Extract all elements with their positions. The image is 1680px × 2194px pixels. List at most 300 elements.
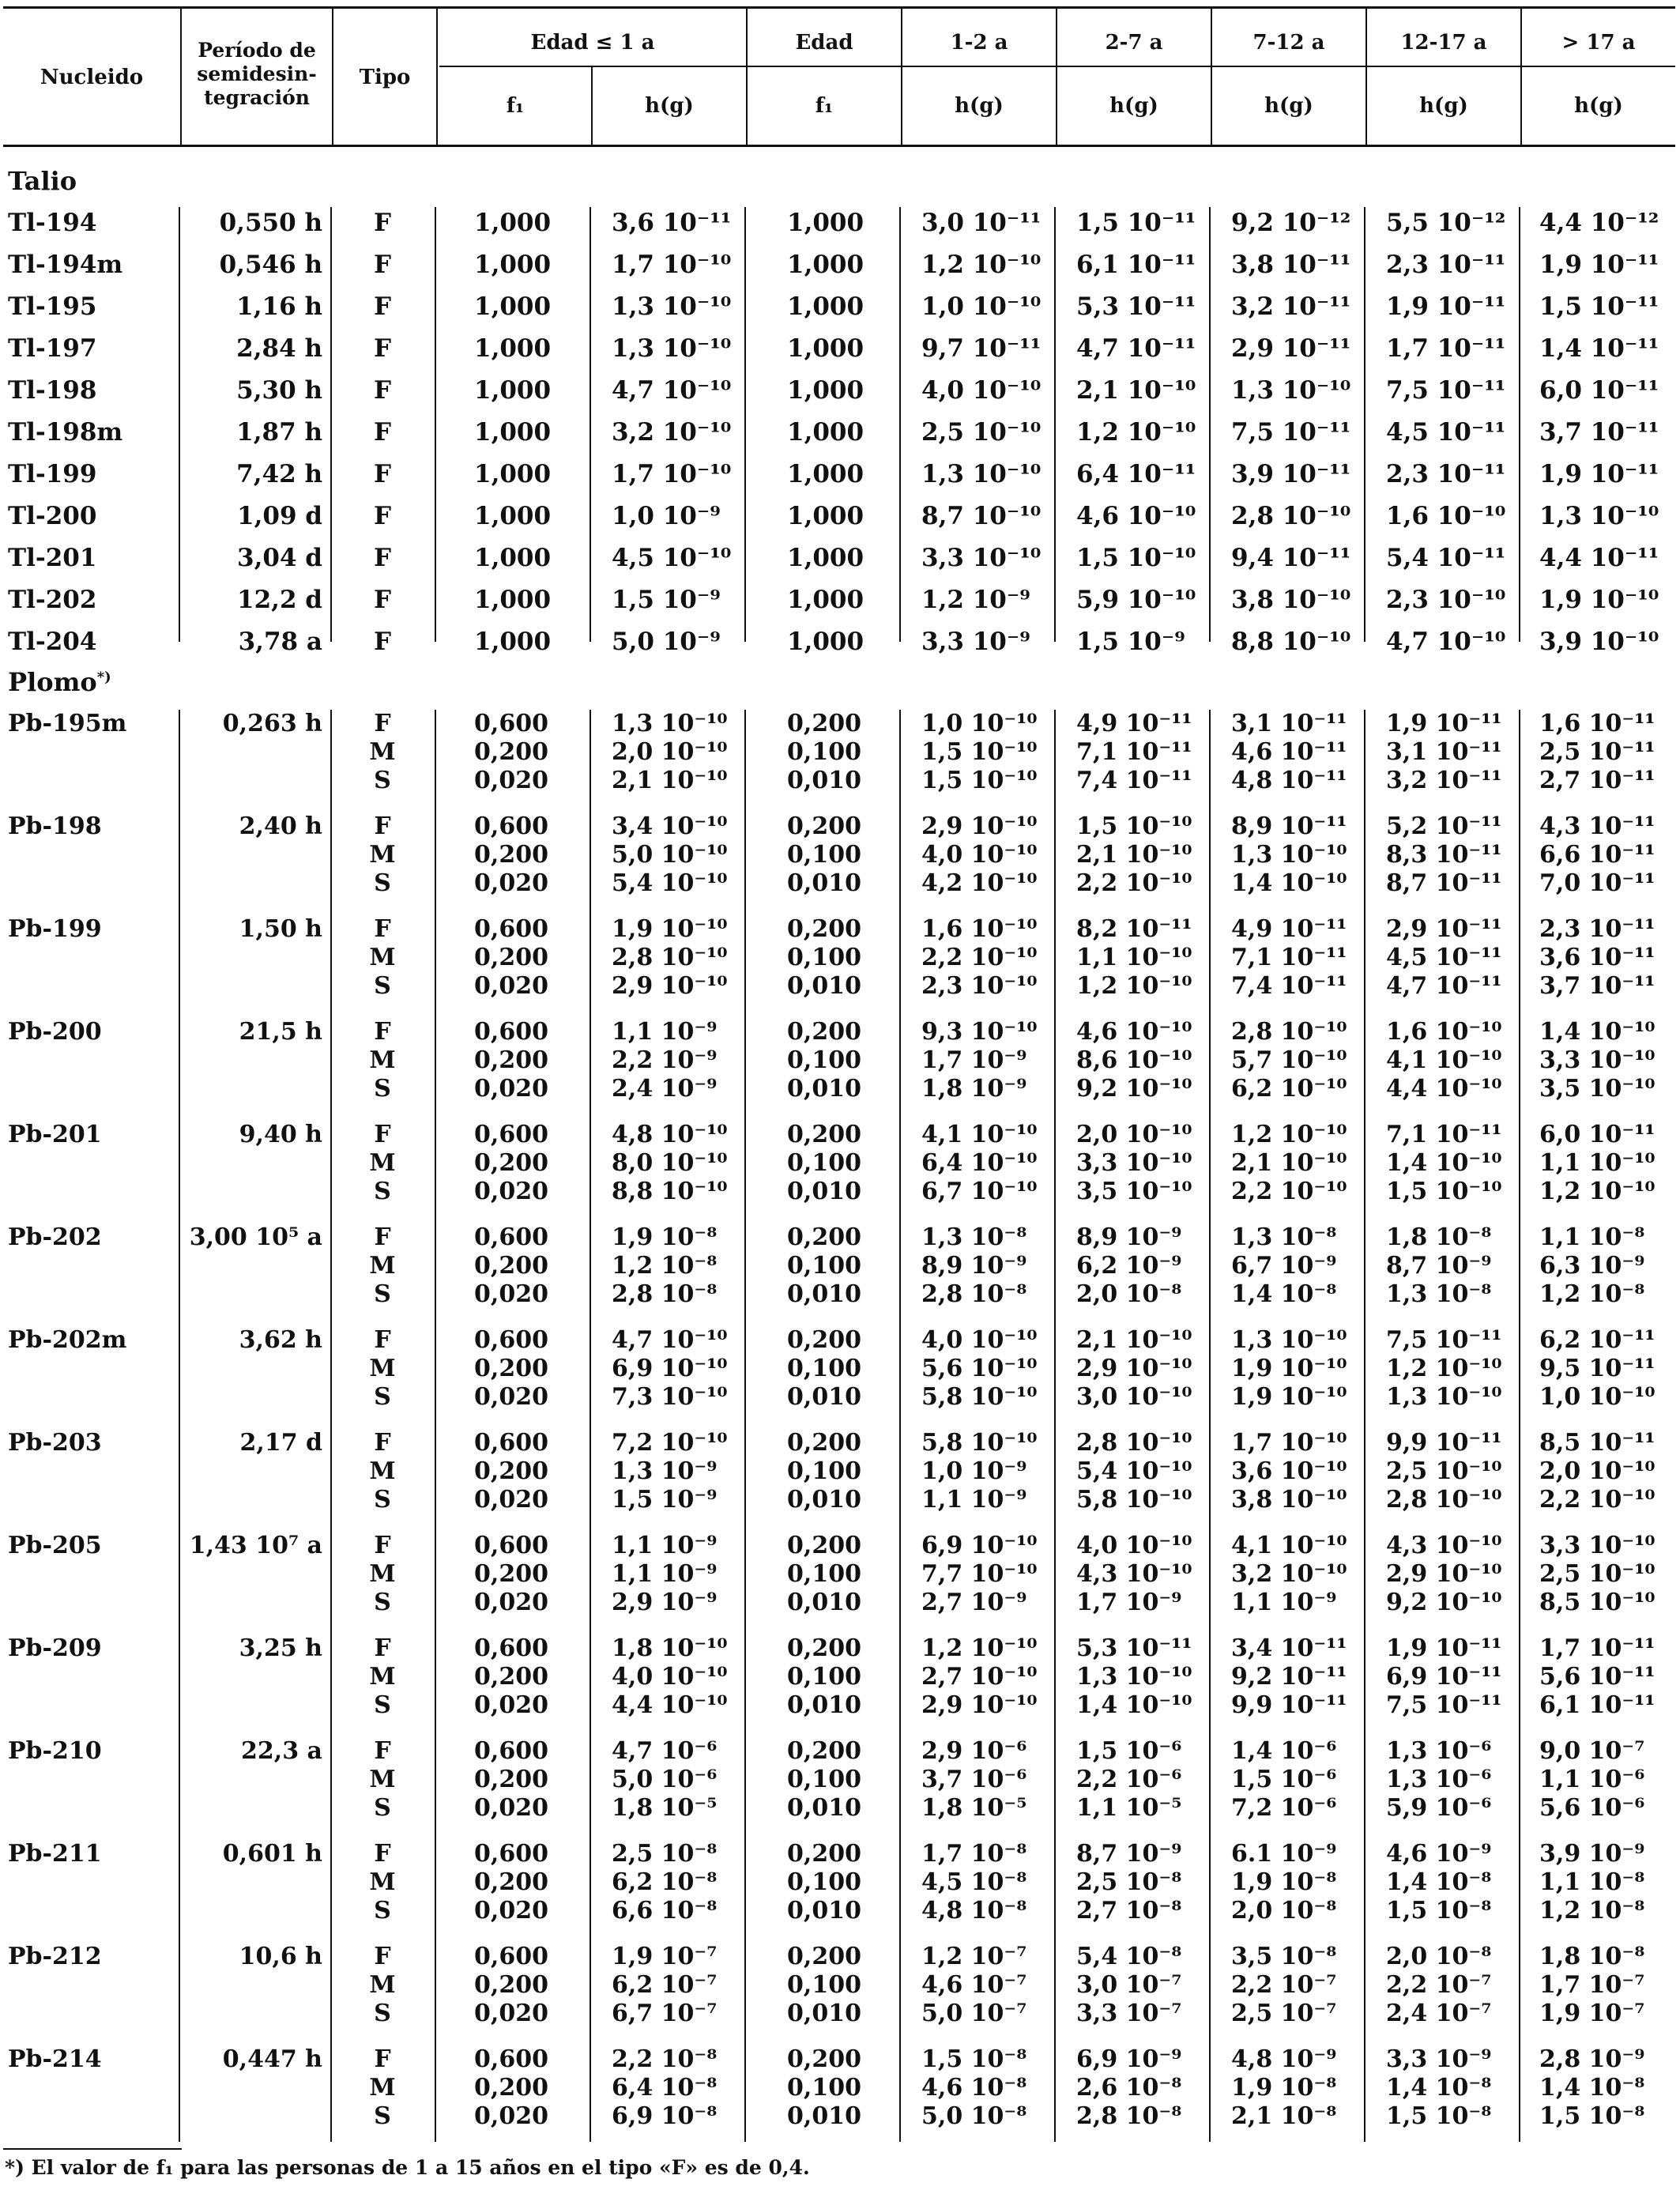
- cell-h1: 1,5 10⁻⁹: [612, 586, 721, 614]
- cell-e: 6,0 10⁻¹¹ 1,1 10⁻¹⁰ 1,2 10⁻¹⁰: [1539, 1121, 1656, 1205]
- cell-e: 1,8 10⁻⁸ 1,7 10⁻⁷ 1,9 10⁻⁷: [1539, 1943, 1645, 2027]
- table-row-group: [0, 1121, 1680, 1220]
- cell-b: 2,1 10⁻¹⁰: [1076, 376, 1196, 405]
- cell-f1: 0,600 0,200 0,020: [474, 1121, 548, 1205]
- cell-n: Pb-210: [8, 1737, 102, 1765]
- cell-ty: F: [373, 628, 391, 656]
- cell-f2: 1,000: [787, 292, 864, 321]
- header-nucleido: Nucleido: [40, 66, 144, 89]
- cell-e: 1,3 10⁻¹⁰: [1539, 502, 1659, 530]
- cell-d: 1,9 10⁻¹¹ 3,1 10⁻¹¹ 3,2 10⁻¹¹: [1386, 710, 1502, 794]
- cell-f2: 0,200 0,100 0,010: [787, 1943, 861, 2027]
- table-row-group: [0, 1943, 1680, 2042]
- cell-b: 4,6 10⁻¹⁰ 8,6 10⁻¹⁰ 9,2 10⁻¹⁰: [1076, 1018, 1192, 1103]
- table-row: [0, 291, 1680, 335]
- cell-c: 1,4 10⁻⁶ 1,5 10⁻⁶ 7,2 10⁻⁶: [1231, 1737, 1337, 1822]
- cell-ty: F: [373, 334, 391, 363]
- column-rule: [1364, 207, 1365, 642]
- cell-b: 5,4 10⁻⁸ 3,0 10⁻⁷ 3,3 10⁻⁷: [1076, 1943, 1182, 2027]
- cell-n: Tl-199: [8, 460, 97, 488]
- cell-n: Pb-203: [8, 1429, 102, 1457]
- cell-ty: F M S: [369, 1223, 396, 1308]
- header-hg: h(g): [1264, 94, 1313, 118]
- cell-e: 3,9 10⁻¹⁰: [1539, 628, 1659, 656]
- cell-b: 5,9 10⁻¹⁰: [1076, 586, 1196, 614]
- column-rule: [435, 207, 436, 642]
- cell-ty: F M S: [369, 915, 396, 1000]
- table-row-group: [0, 2045, 1680, 2145]
- cell-n: Tl-197: [8, 334, 97, 363]
- cell-c: 1,3 10⁻⁸ 6,7 10⁻⁹ 1,4 10⁻⁸: [1231, 1223, 1337, 1308]
- cell-n: Tl-194m: [8, 251, 123, 279]
- table-row-group: [0, 915, 1680, 1015]
- cell-f1: 1,000: [474, 460, 552, 488]
- cell-n: Pb-201: [8, 1121, 102, 1148]
- table-row: [0, 375, 1680, 419]
- cell-f1: 1,000: [474, 334, 552, 363]
- column-rule: [1519, 710, 1520, 2142]
- cell-h1: 4,7 10⁻¹⁰ 6,9 10⁻¹⁰ 7,3 10⁻¹⁰: [612, 1326, 728, 1411]
- cell-a: 1,2 10⁻⁷ 4,6 10⁻⁷ 5,0 10⁻⁷: [921, 1943, 1027, 2027]
- cell-d: 3,3 10⁻⁹ 1,4 10⁻⁸ 1,5 10⁻⁸: [1386, 2045, 1492, 2130]
- cell-f2: 0,200 0,100 0,010: [787, 1634, 861, 1719]
- cell-h1: 1,9 10⁻¹⁰ 2,8 10⁻¹⁰ 2,9 10⁻¹⁰: [612, 915, 728, 1000]
- cell-t: 3,04 d: [237, 544, 322, 572]
- cell-d: 1,7 10⁻¹¹: [1386, 334, 1506, 363]
- cell-n: Pb-205: [8, 1532, 102, 1559]
- cell-f2: 1,000: [787, 251, 864, 279]
- cell-a: 1,2 10⁻¹⁰: [921, 251, 1042, 279]
- column-rule: [179, 207, 180, 642]
- cell-n: Tl-194: [8, 209, 97, 237]
- cell-n: Pb-199: [8, 915, 102, 943]
- column-rule: [1054, 207, 1056, 642]
- cell-d: 7,1 10⁻¹¹ 1,4 10⁻¹⁰ 1,5 10⁻¹⁰: [1386, 1121, 1502, 1205]
- cell-ty: F: [373, 251, 391, 279]
- cell-ty: F: [373, 586, 391, 614]
- table-row-group: [0, 1326, 1680, 1426]
- header-age-12-17: 12-17 a: [1400, 31, 1487, 55]
- cell-e: 8,5 10⁻¹¹ 2,0 10⁻¹⁰ 2,2 10⁻¹⁰: [1539, 1429, 1656, 1514]
- cell-f1: 0,600 0,200 0,020: [474, 1223, 548, 1308]
- cell-ty: F: [373, 292, 391, 321]
- cell-n: Pb-209: [8, 1634, 102, 1662]
- cell-b: 8,9 10⁻⁹ 6,2 10⁻⁹ 2,0 10⁻⁸: [1076, 1223, 1182, 1308]
- cell-t: 0,546 h: [219, 251, 322, 279]
- cell-a: 1,2 10⁻⁹: [921, 586, 1030, 614]
- cell-b: 8,7 10⁻⁹ 2,5 10⁻⁸ 2,7 10⁻⁸: [1076, 1840, 1182, 1924]
- table-row: [0, 500, 1680, 545]
- cell-h1: 2,2 10⁻⁸ 6,4 10⁻⁸ 6,9 10⁻⁸: [612, 2045, 718, 2130]
- cell-c: 1,3 10⁻¹⁰ 1,9 10⁻¹⁰ 1,9 10⁻¹⁰: [1231, 1326, 1347, 1411]
- cell-ty: F M S: [369, 1532, 396, 1616]
- cell-d: 2,3 10⁻¹⁰: [1386, 586, 1506, 614]
- cell-f1: 1,000: [474, 544, 552, 572]
- cell-t: 1,87 h: [236, 418, 322, 447]
- table-row: [0, 417, 1680, 461]
- cell-f1: 1,000: [474, 586, 552, 614]
- cell-t: 0,263 h: [222, 710, 322, 737]
- cell-h1: 4,7 10⁻⁶ 5,0 10⁻⁶ 1,8 10⁻⁵: [612, 1737, 718, 1822]
- cell-f1: 0,600 0,200 0,020: [474, 1429, 548, 1514]
- column-rule: [330, 710, 332, 2142]
- header-f1: f₁: [506, 94, 525, 118]
- cell-ty: F M S: [369, 1634, 396, 1719]
- table-row-group: [0, 1840, 1680, 1940]
- cell-t: 7,42 h: [236, 460, 322, 488]
- cell-c: 4,9 10⁻¹¹ 7,1 10⁻¹¹ 7,4 10⁻¹¹: [1231, 915, 1347, 1000]
- cell-n: Tl-198: [8, 376, 97, 405]
- cell-b: 5,3 10⁻¹¹ 1,3 10⁻¹⁰ 1,4 10⁻¹⁰: [1076, 1634, 1192, 1719]
- cell-ty: F M S: [369, 1943, 396, 2027]
- cell-h1: 2,5 10⁻⁸ 6,2 10⁻⁸ 6,6 10⁻⁸: [612, 1840, 718, 1924]
- cell-n: Pb-202: [8, 1223, 102, 1251]
- cell-n: Pb-212: [8, 1943, 102, 1970]
- footnote: *) El valor de f₁ para las personas de 1 a 15 años en el tipo «F» es de 0,4.: [5, 2156, 810, 2179]
- cell-f2: 1,000: [787, 544, 864, 572]
- cell-h1: 3,6 10⁻¹¹: [612, 209, 732, 237]
- cell-h1: 1,3 10⁻¹⁰: [612, 334, 732, 363]
- cell-b: 1,2 10⁻¹⁰: [1076, 418, 1196, 447]
- cell-c: 1,7 10⁻¹⁰ 3,6 10⁻¹⁰ 3,8 10⁻¹⁰: [1231, 1429, 1347, 1514]
- cell-t: 3,78 a: [238, 628, 322, 656]
- cell-d: 2,0 10⁻⁸ 2,2 10⁻⁷ 2,4 10⁻⁷: [1386, 1943, 1492, 2027]
- cell-t: 3,62 h: [239, 1326, 322, 1354]
- cell-a: 9,3 10⁻¹⁰ 1,7 10⁻⁹ 1,8 10⁻⁹: [921, 1018, 1038, 1103]
- cell-t: 0,447 h: [222, 2045, 322, 2073]
- cell-ty: F: [373, 544, 391, 572]
- cell-f2: 0,200 0,100 0,010: [787, 812, 861, 897]
- cell-c: 2,8 10⁻¹⁰ 5,7 10⁻¹⁰ 6,2 10⁻¹⁰: [1231, 1018, 1347, 1103]
- cell-a: 3,0 10⁻¹¹: [921, 209, 1042, 237]
- cell-b: 4,0 10⁻¹⁰ 4,3 10⁻¹⁰ 1,7 10⁻⁹: [1076, 1532, 1192, 1616]
- cell-t: 1,09 d: [237, 502, 322, 530]
- cell-d: 4,7 10⁻¹⁰: [1386, 628, 1506, 656]
- cell-a: 1,6 10⁻¹⁰ 2,2 10⁻¹⁰ 2,3 10⁻¹⁰: [921, 915, 1038, 1000]
- header-age-gt-17: > 17 a: [1561, 31, 1636, 55]
- cell-c: 2,9 10⁻¹¹: [1231, 334, 1351, 363]
- cell-c: 6.1 10⁻⁹ 1,9 10⁻⁸ 2,0 10⁻⁸: [1231, 1840, 1337, 1924]
- cell-c: 3,5 10⁻⁸ 2,2 10⁻⁷ 2,5 10⁻⁷: [1231, 1943, 1337, 2027]
- column-rule: [590, 710, 591, 2142]
- cell-n: Tl-198m: [8, 418, 123, 447]
- column-rule: [435, 710, 436, 2142]
- cell-t: 2,84 h: [236, 334, 322, 363]
- cell-d: 1,6 10⁻¹⁰: [1386, 502, 1506, 530]
- cell-b: 5,3 10⁻¹¹: [1076, 292, 1196, 321]
- header-periodo: Período de semidesin- tegración: [197, 39, 317, 109]
- cell-n: Pb-195m: [8, 710, 127, 737]
- table-row: [0, 626, 1680, 670]
- column-rule: [1519, 207, 1520, 642]
- header-f1: f₁: [815, 94, 834, 118]
- header-hg: h(g): [645, 94, 694, 118]
- cell-c: 3,2 10⁻¹¹: [1231, 292, 1351, 321]
- cell-b: 6,4 10⁻¹¹: [1076, 460, 1196, 488]
- cell-h1: 3,4 10⁻¹⁰ 5,0 10⁻¹⁰ 5,4 10⁻¹⁰: [612, 812, 728, 897]
- cell-c: 4,1 10⁻¹⁰ 3,2 10⁻¹⁰ 1,1 10⁻⁹: [1231, 1532, 1347, 1616]
- cell-f2: 1,000: [787, 460, 864, 488]
- cell-n: Tl-200: [8, 502, 97, 530]
- cell-f1: 1,000: [474, 292, 552, 321]
- cell-h1: 1,8 10⁻¹⁰ 4,0 10⁻¹⁰ 4,4 10⁻¹⁰: [612, 1634, 728, 1719]
- cell-e: 3,7 10⁻¹¹: [1539, 418, 1659, 447]
- cell-f1: 1,000: [474, 251, 552, 279]
- cell-h1: 5,0 10⁻⁹: [612, 628, 721, 656]
- cell-f2: 0,200 0,100 0,010: [787, 1840, 861, 1924]
- cell-a: 1,0 10⁻¹⁰: [921, 292, 1042, 321]
- cell-d: 2,9 10⁻¹¹ 4,5 10⁻¹¹ 4,7 10⁻¹¹: [1386, 915, 1502, 1000]
- cell-f2: 0,200 0,100 0,010: [787, 1121, 861, 1205]
- cell-h1: 1,9 10⁻⁸ 1,2 10⁻⁸ 2,8 10⁻⁸: [612, 1223, 718, 1308]
- cell-e: 1,9 10⁻¹⁰: [1539, 586, 1659, 614]
- cell-d: 1,3 10⁻⁶ 1,3 10⁻⁶ 5,9 10⁻⁶: [1386, 1737, 1492, 1822]
- table-row: [0, 249, 1680, 293]
- cell-f2: 1,000: [787, 586, 864, 614]
- cell-h1: 1,3 10⁻¹⁰: [612, 292, 732, 321]
- cell-a: 1,3 10⁻⁸ 8,9 10⁻⁹ 2,8 10⁻⁸: [921, 1223, 1027, 1308]
- cell-e: 1,4 10⁻¹¹: [1539, 334, 1659, 363]
- header-hg: h(g): [1419, 94, 1468, 118]
- table-row-group: [0, 710, 1680, 809]
- cell-f1: 0,600 0,200 0,020: [474, 1737, 548, 1822]
- cell-f1: 0,600 0,200 0,020: [474, 1532, 548, 1616]
- cell-b: 4,9 10⁻¹¹ 7,1 10⁻¹¹ 7,4 10⁻¹¹: [1076, 710, 1192, 794]
- cell-f1: 1,000: [474, 502, 552, 530]
- column-rule: [899, 710, 901, 2142]
- cell-f2: 0,200 0,100 0,010: [787, 1223, 861, 1308]
- cell-f1: 0,600 0,200 0,020: [474, 1634, 548, 1719]
- cell-b: 4,7 10⁻¹¹: [1076, 334, 1196, 363]
- cell-e: 9,0 10⁻⁷ 1,1 10⁻⁶ 5,6 10⁻⁶: [1539, 1737, 1645, 1822]
- cell-d: 2,3 10⁻¹¹: [1386, 251, 1506, 279]
- table-row: [0, 584, 1680, 628]
- plomo-note-mark: *): [96, 669, 111, 686]
- column-rule: [1209, 207, 1211, 642]
- cell-f1: 0,600 0,200 0,020: [474, 1018, 548, 1103]
- cell-f2: 0,200 0,100 0,010: [787, 1018, 861, 1103]
- cell-ty: F: [373, 376, 391, 405]
- cell-b: 1,5 10⁻¹⁰: [1076, 544, 1196, 572]
- cell-f1: 0,600 0,200 0,020: [474, 710, 548, 794]
- cell-f2: 0,200 0,100 0,010: [787, 2045, 861, 2130]
- cell-t: 21,5 h: [239, 1018, 322, 1046]
- cell-d: 1,6 10⁻¹⁰ 4,1 10⁻¹⁰ 4,4 10⁻¹⁰: [1386, 1018, 1502, 1103]
- cell-b: 6,1 10⁻¹¹: [1076, 251, 1196, 279]
- cell-f1: 1,000: [474, 209, 552, 237]
- cell-f1: 0,600 0,200 0,020: [474, 1326, 548, 1411]
- cell-a: 4,1 10⁻¹⁰ 6,4 10⁻¹⁰ 6,7 10⁻¹⁰: [921, 1121, 1038, 1205]
- cell-e: 1,6 10⁻¹¹ 2,5 10⁻¹¹ 2,7 10⁻¹¹: [1539, 710, 1656, 794]
- cell-a: 4,0 10⁻¹⁰: [921, 376, 1042, 405]
- column-rule: [590, 207, 591, 642]
- cell-h1: 1,1 10⁻⁹ 2,2 10⁻⁹ 2,4 10⁻⁹: [612, 1018, 718, 1103]
- cell-ty: F M S: [369, 710, 396, 794]
- header-age-2-7: 2-7 a: [1105, 31, 1163, 55]
- cell-e: 3,3 10⁻¹⁰ 2,5 10⁻¹⁰ 8,5 10⁻¹⁰: [1539, 1532, 1656, 1616]
- cell-d: 4,3 10⁻¹⁰ 2,9 10⁻¹⁰ 9,2 10⁻¹⁰: [1386, 1532, 1502, 1616]
- cell-t: 5,30 h: [236, 376, 322, 405]
- cell-d: 4,6 10⁻⁹ 1,4 10⁻⁸ 1,5 10⁻⁸: [1386, 1840, 1492, 1924]
- cell-d: 1,9 10⁻¹¹ 6,9 10⁻¹¹ 7,5 10⁻¹¹: [1386, 1634, 1502, 1719]
- cell-d: 7,5 10⁻¹¹: [1386, 376, 1506, 405]
- cell-c: 3,1 10⁻¹¹ 4,6 10⁻¹¹ 4,8 10⁻¹¹: [1231, 710, 1347, 794]
- header-hg: h(g): [955, 94, 1004, 118]
- cell-f2: 1,000: [787, 628, 864, 656]
- cell-n: Pb-202m: [8, 1326, 127, 1354]
- column-rule: [1054, 710, 1056, 2142]
- cell-b: 2,1 10⁻¹⁰ 2,9 10⁻¹⁰ 3,0 10⁻¹⁰: [1076, 1326, 1192, 1411]
- cell-a: 1,3 10⁻¹⁰: [921, 460, 1042, 488]
- cell-e: 1,1 10⁻⁸ 6,3 10⁻⁹ 1,2 10⁻⁸: [1539, 1223, 1645, 1308]
- cell-b: 1,5 10⁻⁹: [1076, 628, 1185, 656]
- cell-d: 9,9 10⁻¹¹ 2,5 10⁻¹⁰ 2,8 10⁻¹⁰: [1386, 1429, 1502, 1514]
- cell-t: 1,43 10⁷ a: [189, 1532, 322, 1559]
- cell-f1: 0,600 0,200 0,020: [474, 812, 548, 897]
- cell-n: Pb-211: [8, 1840, 102, 1868]
- cell-d: 7,5 10⁻¹¹ 1,2 10⁻¹⁰ 1,3 10⁻¹⁰: [1386, 1326, 1502, 1411]
- cell-e: 2,8 10⁻⁹ 1,4 10⁻⁸ 1,5 10⁻⁸: [1539, 2045, 1645, 2130]
- cell-e: 4,4 10⁻¹²: [1539, 209, 1659, 237]
- header-hg: h(g): [1109, 94, 1158, 118]
- cell-ty: F M S: [369, 812, 396, 897]
- cell-e: 1,9 10⁻¹¹: [1539, 460, 1659, 488]
- cell-t: 2,17 d: [239, 1429, 322, 1457]
- cell-n: Tl-202: [8, 586, 97, 614]
- cell-f1: 0,600 0,200 0,020: [474, 1840, 548, 1924]
- plomo-title-text: Plomo: [8, 667, 97, 697]
- cell-d: 1,8 10⁻⁸ 8,7 10⁻⁹ 1,3 10⁻⁸: [1386, 1223, 1492, 1308]
- cell-e: 1,7 10⁻¹¹ 5,6 10⁻¹¹ 6,1 10⁻¹¹: [1539, 1634, 1656, 1719]
- cell-f2: 1,000: [787, 376, 864, 405]
- column-rule: [330, 207, 332, 642]
- cell-d: 1,9 10⁻¹¹: [1386, 292, 1506, 321]
- cell-c: 3,4 10⁻¹¹ 9,2 10⁻¹¹ 9,9 10⁻¹¹: [1231, 1634, 1347, 1719]
- table-row-group: [0, 812, 1680, 912]
- cell-e: 4,3 10⁻¹¹ 6,6 10⁻¹¹ 7,0 10⁻¹¹: [1539, 812, 1656, 897]
- cell-a: 9,7 10⁻¹¹: [921, 334, 1042, 363]
- cell-e: 1,5 10⁻¹¹: [1539, 292, 1659, 321]
- cell-h1: 1,7 10⁻¹⁰: [612, 460, 732, 488]
- cell-t: 1,16 h: [236, 292, 322, 321]
- cell-f2: 0,200 0,100 0,010: [787, 1429, 861, 1514]
- cell-ty: F M S: [369, 1737, 396, 1822]
- cell-t: 0,601 h: [222, 1840, 322, 1868]
- cell-ty: F M S: [369, 1429, 396, 1514]
- cell-f2: 1,000: [787, 418, 864, 447]
- cell-a: 1,7 10⁻⁸ 4,5 10⁻⁸ 4,8 10⁻⁸: [921, 1840, 1027, 1924]
- cell-t: 22,3 a: [241, 1737, 322, 1765]
- cell-a: 3,3 10⁻¹⁰: [921, 544, 1042, 572]
- section-title-plomo: [8, 667, 111, 697]
- cell-n: Tl-204: [8, 628, 97, 656]
- cell-h1: 4,8 10⁻¹⁰ 8,0 10⁻¹⁰ 8,8 10⁻¹⁰: [612, 1121, 728, 1205]
- footnote-rule: [3, 2148, 182, 2150]
- cell-c: 8,8 10⁻¹⁰: [1231, 628, 1351, 656]
- cell-e: 6,2 10⁻¹¹ 9,5 10⁻¹¹ 1,0 10⁻¹⁰: [1539, 1326, 1656, 1411]
- table-header: [3, 6, 1675, 147]
- cell-t: 3,00 10⁵ a: [189, 1223, 322, 1251]
- table-row-group: [0, 1018, 1680, 1118]
- cell-e: 6,0 10⁻¹¹: [1539, 376, 1659, 405]
- cell-a: 2,9 10⁻¹⁰ 4,0 10⁻¹⁰ 4,2 10⁻¹⁰: [921, 812, 1038, 897]
- table-row-group: [0, 1532, 1680, 1631]
- cell-h1: 7,2 10⁻¹⁰ 1,3 10⁻⁹ 1,5 10⁻⁹: [612, 1429, 728, 1514]
- cell-f2: 0,200 0,100 0,010: [787, 1532, 861, 1616]
- cell-a: 1,2 10⁻¹⁰ 2,7 10⁻¹⁰ 2,9 10⁻¹⁰: [921, 1634, 1038, 1719]
- cell-ty: F: [373, 418, 391, 447]
- cell-c: 3,8 10⁻¹¹: [1231, 251, 1351, 279]
- cell-f2: 0,200 0,100 0,010: [787, 1737, 861, 1822]
- section-title-talio: Talio: [8, 166, 77, 196]
- cell-c: 4,8 10⁻⁹ 1,9 10⁻⁸ 2,1 10⁻⁸: [1231, 2045, 1337, 2130]
- cell-d: 5,4 10⁻¹¹: [1386, 544, 1506, 572]
- cell-ty: F: [373, 209, 391, 237]
- cell-h1: 1,1 10⁻⁹ 1,1 10⁻⁹ 2,9 10⁻⁹: [612, 1532, 718, 1616]
- cell-a: 2,9 10⁻⁶ 3,7 10⁻⁶ 1,8 10⁻⁵: [921, 1737, 1027, 1822]
- cell-ty: F M S: [369, 1326, 396, 1411]
- cell-a: 4,0 10⁻¹⁰ 5,6 10⁻¹⁰ 5,8 10⁻¹⁰: [921, 1326, 1038, 1411]
- cell-c: 1,3 10⁻¹⁰: [1231, 376, 1351, 405]
- cell-t: 0,550 h: [219, 209, 322, 237]
- cell-n: Pb-198: [8, 812, 102, 840]
- cell-f1: 1,000: [474, 418, 552, 447]
- cell-c: 1,2 10⁻¹⁰ 2,1 10⁻¹⁰ 2,2 10⁻¹⁰: [1231, 1121, 1347, 1205]
- cell-b: 1,5 10⁻⁶ 2,2 10⁻⁶ 1,1 10⁻⁵: [1076, 1737, 1182, 1822]
- cell-e: 3,9 10⁻⁹ 1,1 10⁻⁸ 1,2 10⁻⁸: [1539, 1840, 1645, 1924]
- cell-n: Tl-201: [8, 544, 97, 572]
- cell-h1: 4,5 10⁻¹⁰: [612, 544, 732, 572]
- column-rule: [1209, 710, 1211, 2142]
- cell-d: 5,2 10⁻¹¹ 8,3 10⁻¹¹ 8,7 10⁻¹¹: [1386, 812, 1502, 897]
- cell-d: 5,5 10⁻¹²: [1386, 209, 1506, 237]
- cell-e: 1,4 10⁻¹⁰ 3,3 10⁻¹⁰ 3,5 10⁻¹⁰: [1539, 1018, 1656, 1103]
- cell-f2: 0,200 0,100 0,010: [787, 915, 861, 1000]
- cell-t: 3,25 h: [239, 1634, 322, 1662]
- header-age-7-12: 7-12 a: [1252, 31, 1325, 55]
- column-rule: [899, 207, 901, 642]
- cell-f2: 0,200 0,100 0,010: [787, 710, 861, 794]
- cell-e: 2,3 10⁻¹¹ 3,6 10⁻¹¹ 3,7 10⁻¹¹: [1539, 915, 1656, 1000]
- cell-a: 6,9 10⁻¹⁰ 7,7 10⁻¹⁰ 2,7 10⁻⁹: [921, 1532, 1038, 1616]
- cell-t: 9,40 h: [239, 1121, 322, 1148]
- column-rule: [744, 710, 746, 2142]
- cell-b: 2,8 10⁻¹⁰ 5,4 10⁻¹⁰ 5,8 10⁻¹⁰: [1076, 1429, 1192, 1514]
- cell-a: 3,3 10⁻⁹: [921, 628, 1030, 656]
- cell-a: 2,5 10⁻¹⁰: [921, 418, 1042, 447]
- cell-b: 6,9 10⁻⁹ 2,6 10⁻⁸ 2,8 10⁻⁸: [1076, 2045, 1182, 2130]
- header-age-1-2: 1-2 a: [950, 31, 1008, 55]
- cell-a: 1,0 10⁻¹⁰ 1,5 10⁻¹⁰ 1,5 10⁻¹⁰: [921, 710, 1038, 794]
- cell-f2: 1,000: [787, 502, 864, 530]
- header-edad: Edad: [795, 31, 853, 55]
- cell-c: 9,4 10⁻¹¹: [1231, 544, 1351, 572]
- cell-ty: F: [373, 502, 391, 530]
- cell-e: 1,9 10⁻¹¹: [1539, 251, 1659, 279]
- cell-f1: 0,600 0,200 0,020: [474, 915, 548, 1000]
- header-hg: h(g): [1574, 94, 1623, 118]
- cell-f1: 0,600 0,200 0,020: [474, 2045, 548, 2130]
- table-row-group: [0, 1737, 1680, 1837]
- cell-c: 3,8 10⁻¹⁰: [1231, 586, 1351, 614]
- cell-b: 1,5 10⁻¹¹: [1076, 209, 1196, 237]
- cell-a: 8,7 10⁻¹⁰: [921, 502, 1042, 530]
- cell-f2: 1,000: [787, 334, 864, 363]
- cell-c: 7,5 10⁻¹¹: [1231, 418, 1351, 447]
- cell-n: Tl-195: [8, 292, 97, 321]
- cell-a: 5,8 10⁻¹⁰ 1,0 10⁻⁹ 1,1 10⁻⁹: [921, 1429, 1038, 1514]
- cell-c: 8,9 10⁻¹¹ 1,3 10⁻¹⁰ 1,4 10⁻¹⁰: [1231, 812, 1347, 897]
